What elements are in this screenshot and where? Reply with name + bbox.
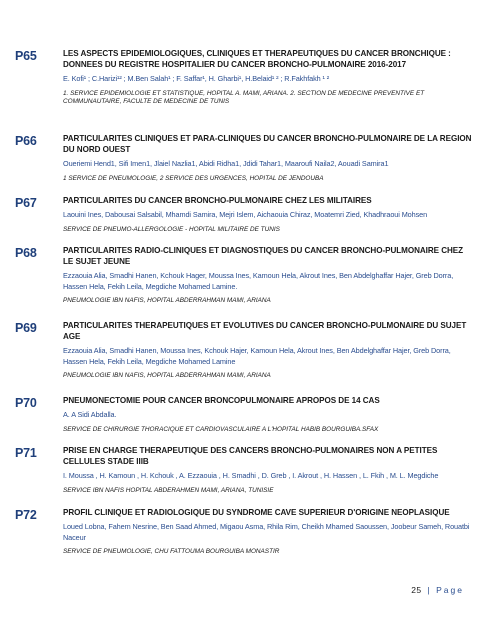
- abstract-authors: Oueriemi Hend1, Sifi Imen1, Jlaiel Nazlia1, Abidi Ridha1, Jdidi Tahar1, Maaroufi Naila2, Aouadi Samira1: [63, 159, 389, 168]
- abstract-title: PRISE EN CHARGE THERAPEUTIQUE DES CANCERS BRONCHO-PULMONAIRES NON A PETITES CELLULES STADE IIIB: [63, 446, 438, 466]
- abstract-number: P67: [15, 196, 37, 210]
- abstract-entry-p72: [15, 507, 473, 557]
- abstract-affiliation: SERVICE DE PNEUMO-ALLERGOLOGIE - HOPITAL MILITAIRE DE TUNIS: [63, 225, 280, 233]
- page-number: 25: [411, 585, 422, 595]
- abstract-affiliation: 1 SERVICE DE PNEUMOLOGIE, 2 SERVICE DES URGENCES, HOPITAL DE JENDOUBA: [63, 174, 324, 182]
- page-label: Page: [436, 585, 464, 595]
- abstract-number: P68: [15, 246, 37, 260]
- abstract-entry-p67: [15, 195, 473, 234]
- abstract-affiliation: PNEUMOLOGIE IBN NAFIS, HOPITAL ABDERRAHMAN MAMI, ARIANA: [63, 297, 271, 304]
- abstract-title: PNEUMONECTOMIE POUR CANCER BRONCOPULMONAIRE APROPOS DE 14 CAS: [63, 396, 380, 405]
- abstract-title: PARTICULARITES CLINIQUES ET PARA-CLINIQUES DU CANCER BRONCHO-PULMONAIRE DE LA REGION DU NORD OUEST: [63, 134, 472, 154]
- abstract-affiliation: 1. SERVICE EPIDEMIOLOGIE ET STATISTIQUE, HOPITAL A. MAMI, ARIANA. 2. SECTION DE MEDECINE PREVENTIVE ET COMMUNAUTAIRE, FACULTE DE MEDECINE DE TUNIS: [63, 89, 425, 105]
- abstract-entry-p70: [15, 395, 473, 434]
- abstract-entry-p66: [15, 133, 473, 183]
- abstract-authors: E. Kofi¹ ; C.Harizi¹² ; M.Ben Salah¹ ; F. Saffar¹, H. Gharbi¹, H.Belaid¹ ² ; R.Fakhfakh ¹ ²: [63, 74, 330, 83]
- abstract-title: PARTICULARITES DU CANCER BRONCHO-PULMONAIRE CHEZ LES MILITAIRES: [63, 196, 372, 205]
- abstract-authors: I. Moussa , H. Kamoun , H. Kchouk , A. Ezzaouia , H. Smadhi , D. Greb , I. Akrout , H. Hassen , L. Fkih , M. L. Megdiche: [63, 471, 439, 480]
- abstract-affiliation: SERVICE IBN NAFIS HOPITAL ABDERAHMEN MAMI, ARIANA, TUNISIE: [63, 486, 274, 494]
- abstract-number: P65: [15, 49, 37, 63]
- abstract-affiliation: SERVICE DE PNEUMOLOGIE, CHU FATTOUMA BOURGUIBA MONASTIR: [63, 548, 280, 555]
- abstract-authors: Ezzaouia Alia, Smadhi Hanen, Kchouk Hager, Moussa Ines, Kamoun Hela, Akrout Ines, Ben Abdelghaffar Hajer, Greb Dorra, Hassen Hela, Fekih Leila, Megdiche Mohamed Lamine.: [63, 271, 454, 291]
- abstract-authors: Laouini Ines, Dabousai Salsabil, Mhamdi Samira, Mejri Islem, Aichaouia Chiraz, Moatemri Zied, Khadhraoui Mohsen: [63, 210, 428, 219]
- abstract-title: PARTICULARITES RADIO-CLINIQUES ET DIAGNOSTIQUES DU CANCER BRONCHO-PULMONAIRE CHEZ LE SUJET JEUNE: [63, 246, 464, 266]
- abstract-number: P70: [15, 396, 37, 410]
- abstract-title: LES ASPECTS EPIDEMIOLOGIQUES, CLINIQUES ET THERAPEUTIQUES DU CANCER BRONCHIQUE : DONNEES DU REGISTRE HOSPITALIER DU CANCER BRONCHO-PULMONAIRE 2016-2017: [63, 49, 451, 69]
- page-footer: [411, 585, 464, 595]
- abstract-authors: Loued Lobna, Fahem Nesrine, Ben Saad Ahmed, Migaou Asma, Rhila Rim, Cheikh Mhamed Saoussen, Joobeur Sameh, Rouatbi Naceur: [63, 522, 470, 542]
- abstract-authors: Ezzaouia Alia, Smadhi Hanen, Moussa Ines, Kchouk Hajer, Kamoun Hela, Akrout Ines, Ben Abdelghaffar Hajer, Greb Dorra, Hassen Hela, Fekih Leila, Megdiche Mohamed Lamine: [63, 346, 451, 366]
- abstract-number: P69: [15, 321, 37, 335]
- abstract-entry-p69: [15, 320, 473, 381]
- abstract-affiliation: SERVICE DE CHIRURGIE THORACIQUE ET CARDIOVASCULAIRE A L'HOPITAL HABIB BOURGUIBA.SFAX: [63, 425, 379, 433]
- abstract-authors: A. A Sidi Abdalla.: [63, 410, 117, 419]
- abstract-entry-p71: [15, 445, 473, 495]
- footer-separator: |: [427, 585, 431, 595]
- abstract-affiliation: PNEUMOLOGIE IBN NAFIS, HOPITAL ABDERRAHMAN MAMI, ARIANA: [63, 372, 271, 379]
- abstract-number: P72: [15, 508, 37, 522]
- abstract-title: PROFIL CLINIQUE ET RADIOLOGIQUE DU SYNDROME CAVE SUPERIEUR D'ORIGINE NEOPLASIQUE: [63, 508, 450, 517]
- abstract-entry-p65: [15, 48, 473, 107]
- abstract-number: P71: [15, 446, 37, 460]
- abstract-entry-p68: [15, 245, 473, 306]
- abstract-number: P66: [15, 134, 37, 148]
- abstract-title: PARTICULARITES THERAPEUTIQUES ET EVOLUTIVES DU CANCER BRONCHO-PULMONAIRE DU SUJET AGE: [63, 321, 467, 341]
